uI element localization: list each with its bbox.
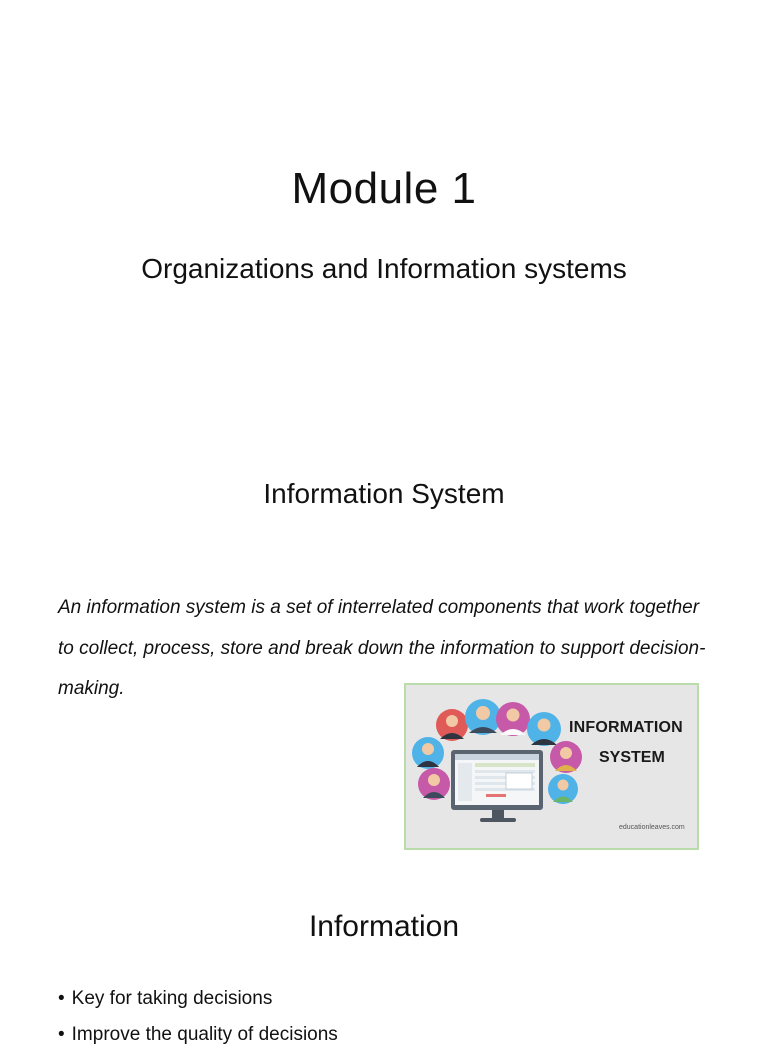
module-subtitle: Organizations and Information systems [141,253,627,284]
module-title: Module 1 [291,164,477,213]
slide-heading-information: Information [308,910,460,943]
slide-heading-information-system: Information System [263,478,505,509]
bullet-list [58,981,338,1053]
information-system-illustration [404,683,699,850]
figure-heading-line2: SYSTEM [599,749,665,766]
definition-paragraph: An information system is a set of interrelated components that work together to collect, process, store and break down the information to support decision-making. [58,597,706,699]
list-item: • Key for taking decisions [58,981,338,1017]
figure-heading-line1: INFORMATION [569,719,683,736]
monitor-icon [451,750,543,822]
list-item: • Improve the quality of decisions [58,1017,338,1053]
figure-credit: educationleaves.com [619,824,685,831]
